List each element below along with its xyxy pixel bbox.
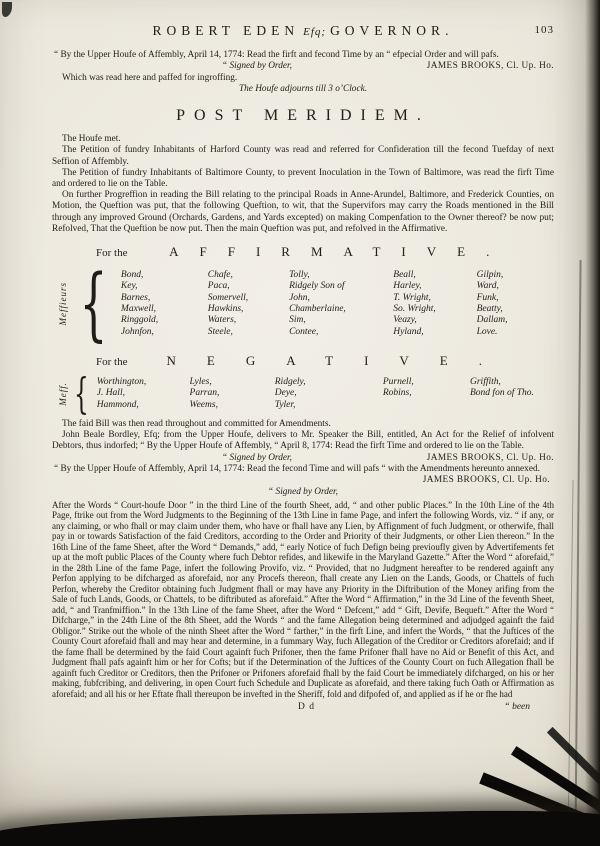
vote-name: Barnes, [120, 292, 151, 303]
vote-name: Hyland, [393, 326, 424, 337]
clerk-signature: JAMES BROOKS, Cl. Up. Ho. [422, 475, 550, 486]
post-meridiem-heading: POST MERIDIEM. [176, 107, 430, 125]
amendments-paragraph: After the Words “ Court-houfe Door ” in the third Line of the fourth Sheet, add, “ and other public Places.” In the 10th Line of the 4th Page, ftrike out from the Word Judgments to the Beginning of the 13th Line in fame Page, and infert the following Words, viz. “ if any, or any claiming, or who fhall or may claim under them, who have or fhall have any Lien, by Affignment of fuch Judgment, or otherwife, fhall pay in or towards Satisfaction of the faid Creditors, according to the Order and Priority of their Judgments, or other Lien thereon.” In the 16th Line of the fame Sheet, after the Word “ Demands,” add, “ early Notice of fuch Defign being previoufly given by Advertifements fet up at the moft public Places of the County where fuch Debtor refides, and likewife in the Maryland Gazette.” After the Word “ aforefaid,” in the 28th Line of the fame Page, infert the following Provifo, viz. “ Provided, that no Judgment hereafter to be rendered againft any Perfon applying to be difcharged as aforefaid, nor any Procefs thereon, fhall create any Lien on the Lands, Goods, or Chattels of fuch Perfon, whereby the Creditor obtaining fuch Judgment fhall or may have any Priority in the Diftribution of the Money arifing from the Sale of fuch Lands, Goods, or Chattels, to be diftributed as aforefaid.” After the Word “ Affirmation,” in the 3d Line of the feventh Sheet, add, “ and Tranfmiffion.” In the 13th Line of the fame Sheet, after the Word “ Defcent,” add “ Gift, Devife, Bequeft.” After the Word “ Difcharge,” in the 24th Line of the 8th Sheet, add the Words “ and the fame Allegation being determined and adjudged againft the faid Obligor.” Strike out the whole of the ninth Sheet after the Word “ farther,” in the firft Line, and infert the Words, “ that the Juftices of the County Court aforefaid fhall and may hear and determine, in a fummary Way, fuch Allegation of the Creditor or Creditors aforefaid; and if the fame fhall be determined by the faid Court againft fuch Prifoner, then the fame Prifoner fhall have no Aid or Benefit of this Act, and Judgment fhall pafs againft him or her for Cofts; but if the Determination of the Juftices of the County Court on fuch Allegation fhall be againft fuch Creditor or Creditors, then the Prifoner or Prifoners aforefaid fhall by the faid Court be immediately difcharged, on his or her making, fubfcribing, and delivering, in open Court fuch Schedule and Duplicate as aforefaid, and there taking fuch Oath or Affirmation as aforefaid; and all his or her Eftate fhall thereupon be invefted in the Sheriff, fold and difpofed of, and applied as if he or fhe had [52, 499, 554, 699]
vote-name: Worthington, [96, 376, 147, 387]
printers-signature-mark: D d [297, 702, 315, 713]
running-header [52, 22, 554, 42]
vote-name: T. Wright, [393, 292, 431, 303]
vote-name: Ward, [476, 281, 499, 292]
affirmative-heading [52, 244, 554, 260]
vote-name: Johnfon, [120, 326, 154, 337]
vote-name: Contee, [289, 326, 319, 337]
vote-name: Bond fon of Tho. [470, 388, 534, 399]
table-row [121, 293, 554, 304]
vote-name: Griffith, [470, 376, 501, 387]
vote-name: Key, [120, 281, 138, 292]
read-passed-line: Which was read here and paffed for ingroffing. [62, 72, 238, 83]
brace-left: { [79, 256, 108, 350]
paragraph-baltimore-petition: The Petition of fundry Inhabitants of Baltimore County, to prevent Inoculation in the Town of Baltimore, was read the firft Time and ordered to lie on the Table. [52, 167, 554, 189]
brace-left: { [74, 368, 89, 418]
negative-names [97, 377, 554, 411]
paragraph-house-met: The Houfe met. [62, 134, 121, 145]
governor-name: ROBERT EDEN [152, 23, 300, 38]
vote-name: Somervell, [207, 292, 249, 303]
table-row [121, 304, 554, 315]
table-row [121, 281, 554, 292]
vote-name: Purnell, [382, 376, 414, 387]
negative-vote-table [58, 368, 554, 418]
table-row [121, 327, 554, 338]
vote-name: Funk, [476, 292, 499, 303]
vote-name [383, 400, 470, 411]
vote-name: Weems, [189, 399, 218, 410]
affirmative-label: AFFIRMATIVE. [169, 243, 511, 259]
vote-name: Lyles, [189, 376, 212, 387]
vote-name: John, [289, 292, 310, 303]
esquire-abbrev: Efq; [303, 26, 327, 38]
bill-committed-line: The faid Bill was then read throughout and committed for Amendments. [62, 418, 331, 429]
vote-name: Dallam, [476, 315, 508, 326]
governor-title: GOVERNOR. [330, 23, 454, 38]
vote-name: Beall, [393, 269, 416, 280]
vote-name [470, 400, 554, 411]
vote-name: Steele, [207, 326, 233, 337]
vote-name: Beatty, [476, 303, 503, 314]
upper-house-endorsement: “ By the Upper Houfe of Affembly, April 14, 1774: Read the firft and fecond Time by an “ efpecial Order and will pafs. [54, 50, 499, 60]
bordley-delivery-paragraph: John Beale Bordley, Efq; from the Upper Houfe, delivers to Mr. Speaker the Bill, entitled, An Act for the Relief of infolvent Debtors, thus indorfed; “ By the Upper Houfe of Affembly, “ April 8, 1774: Read the firft Time and ordered to lie on the Table. [52, 430, 554, 452]
table-row [121, 270, 554, 281]
adjournment-line: The Houfe adjourns till 3 o’Clock. [238, 83, 368, 94]
signed-by-order-label: “ Signed by Order, [222, 61, 292, 72]
negative-label: NEGATIVE. [166, 352, 513, 368]
signature-line [52, 61, 554, 73]
messieurs-label: Meffieurs [58, 282, 68, 326]
vote-name: Tolly, [289, 269, 310, 280]
vote-name: Sim, [289, 315, 306, 326]
vote-name: Chafe, [207, 269, 233, 280]
vote-name: J. Hall, [96, 388, 125, 399]
vote-name: So. Wright, [393, 303, 436, 314]
vote-name: Waters, [207, 315, 237, 326]
vote-name: Ridgely, [274, 376, 306, 387]
vote-name: Ridgely Son of [289, 281, 345, 292]
vote-name: Hammond, [96, 399, 139, 410]
vote-name: Veazy, [393, 315, 417, 326]
vote-name: Hawkins, [207, 303, 244, 314]
paragraph-roads-bill: On further Progreffion in reading the Bill relating to the principal Roads in Anne-Arundel, Baltimore, and Frederick Counties, on Motion, the Queftion was put, that the following Queftion, to wit, that the Supervifors may carry the Roads mentioned in the Bill through any improved Ground (Orchards, Gardens, and Yards excepted) on making Compenfation to the Owner thereof? be now put; Refolved, That the Queftion be now put. Then the main Queftion was put, and refolved in the Affirmative. [52, 190, 554, 234]
messieurs-label: Meff. [58, 382, 68, 406]
signed-by-order-label: “ Signed by Order, [268, 486, 338, 497]
table-row [121, 315, 554, 326]
catchword: “ been [504, 702, 530, 713]
vote-name: Chamberlaine, [289, 303, 346, 314]
scan-bottom-edge [0, 809, 600, 846]
affirmative-vote-table [58, 256, 554, 350]
vote-name: Tyler, [274, 399, 296, 410]
signature-line [52, 453, 554, 465]
table-row [97, 377, 554, 388]
vote-name: Ringgold, [120, 315, 159, 326]
scan-right-edge [585, 0, 600, 846]
table-row [97, 388, 554, 399]
second-reading-endorsement: “ By the Upper Houfe of Affembly, April 14, 1774: Read the fecond Time and will pafs “ with the Amendments hereunto annexed. [54, 464, 540, 475]
vote-name: Gilpin, [476, 269, 504, 280]
clerk-signature: JAMES BROOKS, Cl. Up. Ho. [426, 452, 554, 463]
page-footer [52, 702, 554, 716]
signed-by-order-label: “ Signed by Order, [222, 452, 292, 463]
vote-name: Deye, [274, 388, 297, 399]
for-the-label: For the [96, 355, 128, 368]
vote-name: Paca, [207, 281, 230, 292]
clerk-signature: JAMES BROOKS, Cl. Up. Ho. [426, 61, 554, 72]
vote-name: Love. [476, 326, 498, 337]
affirmative-names [121, 270, 554, 338]
vote-name: Robins, [382, 388, 412, 399]
vote-name: Bond, [120, 269, 144, 280]
vote-name: Maxwell, [120, 303, 156, 314]
negative-heading [52, 353, 554, 369]
table-row [97, 400, 554, 411]
vote-name: Harley, [393, 281, 422, 292]
for-the-label: For the [96, 246, 128, 259]
vote-name: Parran, [189, 388, 220, 399]
paragraph-harford-petition: The Petition of fundry Inhabitants of Harford County was read and referred for Confideration till the fecond Tuefday of next Seffion of Affembly. [52, 145, 554, 167]
page-number: 103 [534, 24, 554, 36]
